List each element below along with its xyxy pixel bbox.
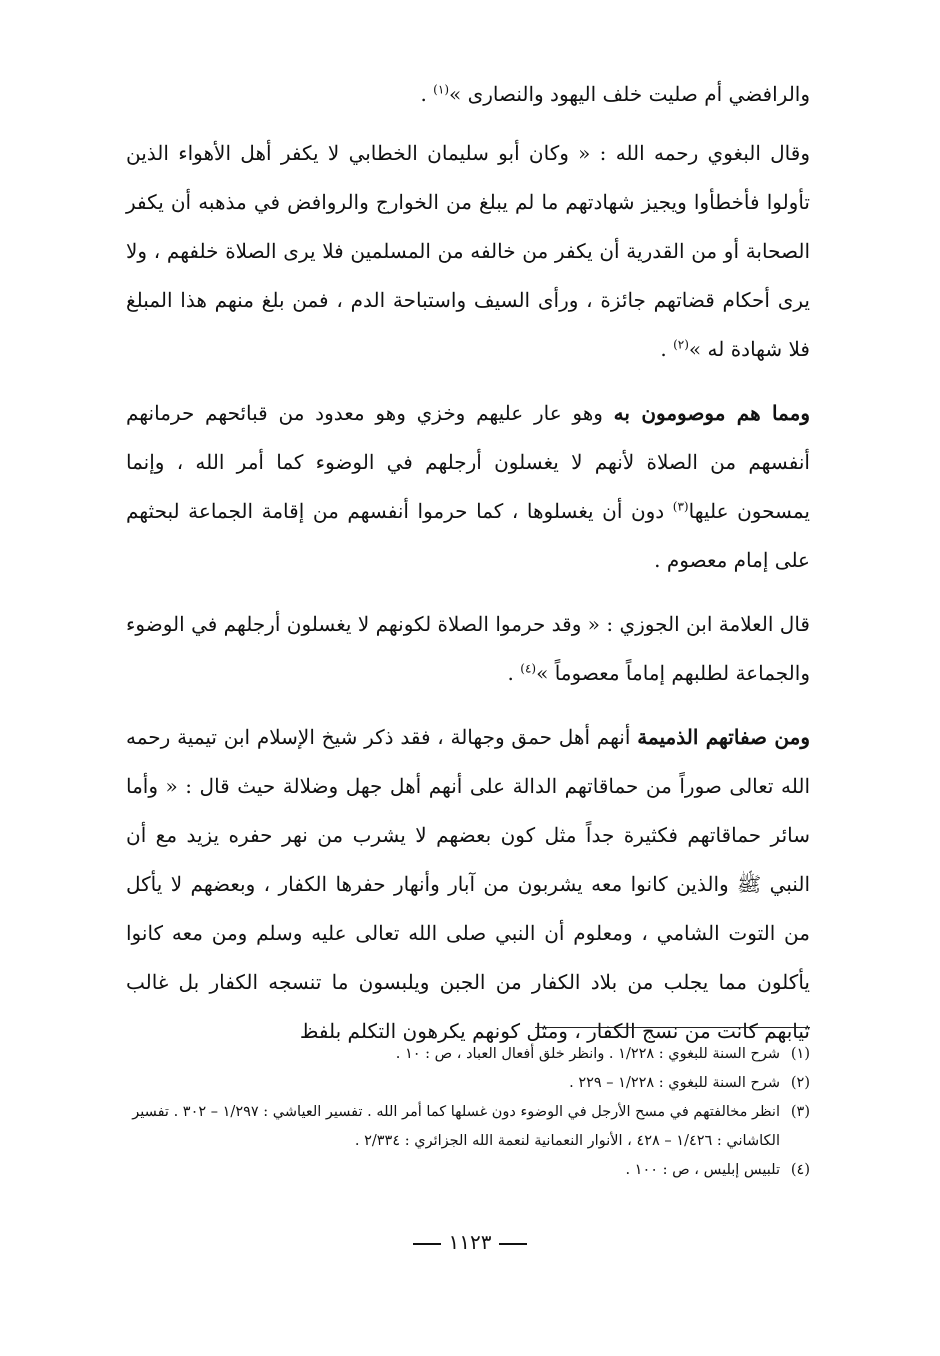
footnotes bbox=[120, 1040, 810, 1185]
footnote-ref: (٣) bbox=[672, 499, 689, 514]
footnote-number: (٢) bbox=[790, 1075, 810, 1091]
paragraph-tail: . bbox=[660, 337, 674, 361]
paragraph-2 bbox=[126, 129, 810, 374]
footnote-number: (٣) bbox=[790, 1104, 810, 1120]
dash-left bbox=[413, 1243, 441, 1245]
paragraph-lead: ومما هم موصومون به bbox=[613, 401, 810, 425]
footnote-4 bbox=[120, 1156, 810, 1185]
paragraph-text: قال العلامة ابن الجوزي : « وقد حرموا الصلاة لكونهم لا يغسلون أرجلهم في الوضوء والجماعة لطلبهم إماماً معصوماً » bbox=[126, 612, 810, 685]
footnote-number: (٤) bbox=[790, 1162, 810, 1178]
footnote-2 bbox=[120, 1069, 810, 1098]
footnote-number: (١) bbox=[790, 1046, 810, 1062]
footnote-divider bbox=[535, 1027, 810, 1028]
footnote-ref: (٢) bbox=[673, 337, 689, 352]
footnote-text: انظر مخالفتهم في مسح الأرجل في الوضوء دون غسلها كما أمر الله . تفسير العياشي : ١/٢٩٧ – ٣٠٢ . تفسير الكاشاني : ١/٤٢٦ – ٤٢٨ ، الأنوار النعمانية لنعمة الله الجزائري : ٢/٣٣٤ . bbox=[132, 1104, 780, 1149]
paragraph-lead: ومن صفاتهم الذميمة bbox=[637, 725, 811, 749]
dash-right bbox=[499, 1243, 527, 1245]
paragraph-text: وهو عار عليهم وخزي وهو معدود من قبائحهم حرمانهم أنفسهم من الصلاة لأنهم لا يغسلون أرجلهم في الوضوء كما أمر الله ، وإنما يمسحون عليها bbox=[126, 401, 810, 523]
paragraph-tail: . bbox=[420, 82, 434, 106]
footnote-text: شرح السنة للبغوي : ١/٢٢٨ – ٢٢٩ . bbox=[569, 1075, 780, 1091]
paragraph-text: أنهم أهل حمق وجهالة ، فقد ذكر شيخ الإسلام ابن تيمية رحمه الله تعالى صوراً من حماقاتهم الدالة على أنهم أهل جهل وضلالة حيث قال : « وأما سائر حماقاتهم فكثيرة جداً مثل كون بعضهم لا يشرب من نهر حفره يزيد مع أن النبي ﷺ والذين كانوا معه يشربون من آبار وأنهار حفرها الكفار ، وبعضهم لا يأكل من التوت الشامي ، ومعلوم أن النبي صلى الله تعالى عليه وسلم ومن معه كانوا يأكلون مما يجلب من بلاد الكفار من الجبن ويلبسون ما تنسجه الكفار بل غالب ثيابهم كانت من نسج الكفار ، ومثل كونهم يكرهون التكلم بلفظ bbox=[126, 725, 810, 1043]
body-text bbox=[126, 70, 810, 1071]
footnote-text: شرح السنة للبغوي : ١/٢٢٨ . وانظر خلق أفعال العباد ، ص : ١٠ . bbox=[395, 1046, 780, 1062]
paragraph-tail: . bbox=[507, 661, 521, 685]
paragraph-5 bbox=[126, 713, 810, 1056]
footnote-ref: (١) bbox=[433, 82, 449, 97]
paragraph-tail: دون أن يغسلوها ، كما حرموا أنفسهم من إقامة الجماعة لبحثهم على إمام معصوم . bbox=[126, 499, 810, 572]
footnote-3 bbox=[120, 1098, 810, 1156]
paragraph-4 bbox=[126, 600, 810, 698]
page-number-value: ١١٢٣ bbox=[448, 1230, 492, 1254]
paragraph-3 bbox=[126, 389, 810, 585]
footnote-ref: (٤) bbox=[520, 661, 537, 676]
footnote-1 bbox=[120, 1040, 810, 1069]
footnote-text: تلبيس إبليس ، ص : ١٠٠ . bbox=[625, 1162, 780, 1178]
paragraph-text: وقال البغوي رحمه الله : « وكان أبو سليمان الخطابي لا يكفر أهل الأهواء الذين تأولوا فأخطأوا ويجيز شهادتهم ما لم يبلغ من الخوارج والروافض في مذهبه أن يكفر الصحابة أو من القدرية أن يكفر من خالفه من المسلمين فلا يرى الصلاة خلفهم ، ولا يرى أحكام قضاتهم جائزة ، ورأى السيف واستباحة الدم ، فمن بلغ منهم هذا المبلغ فلا شهادة له » bbox=[126, 141, 810, 361]
page-number bbox=[0, 1230, 940, 1254]
paragraph-1 bbox=[126, 70, 810, 119]
paragraph-text: والرافضي أم صليت خلف اليهود والنصارى » bbox=[449, 82, 810, 106]
